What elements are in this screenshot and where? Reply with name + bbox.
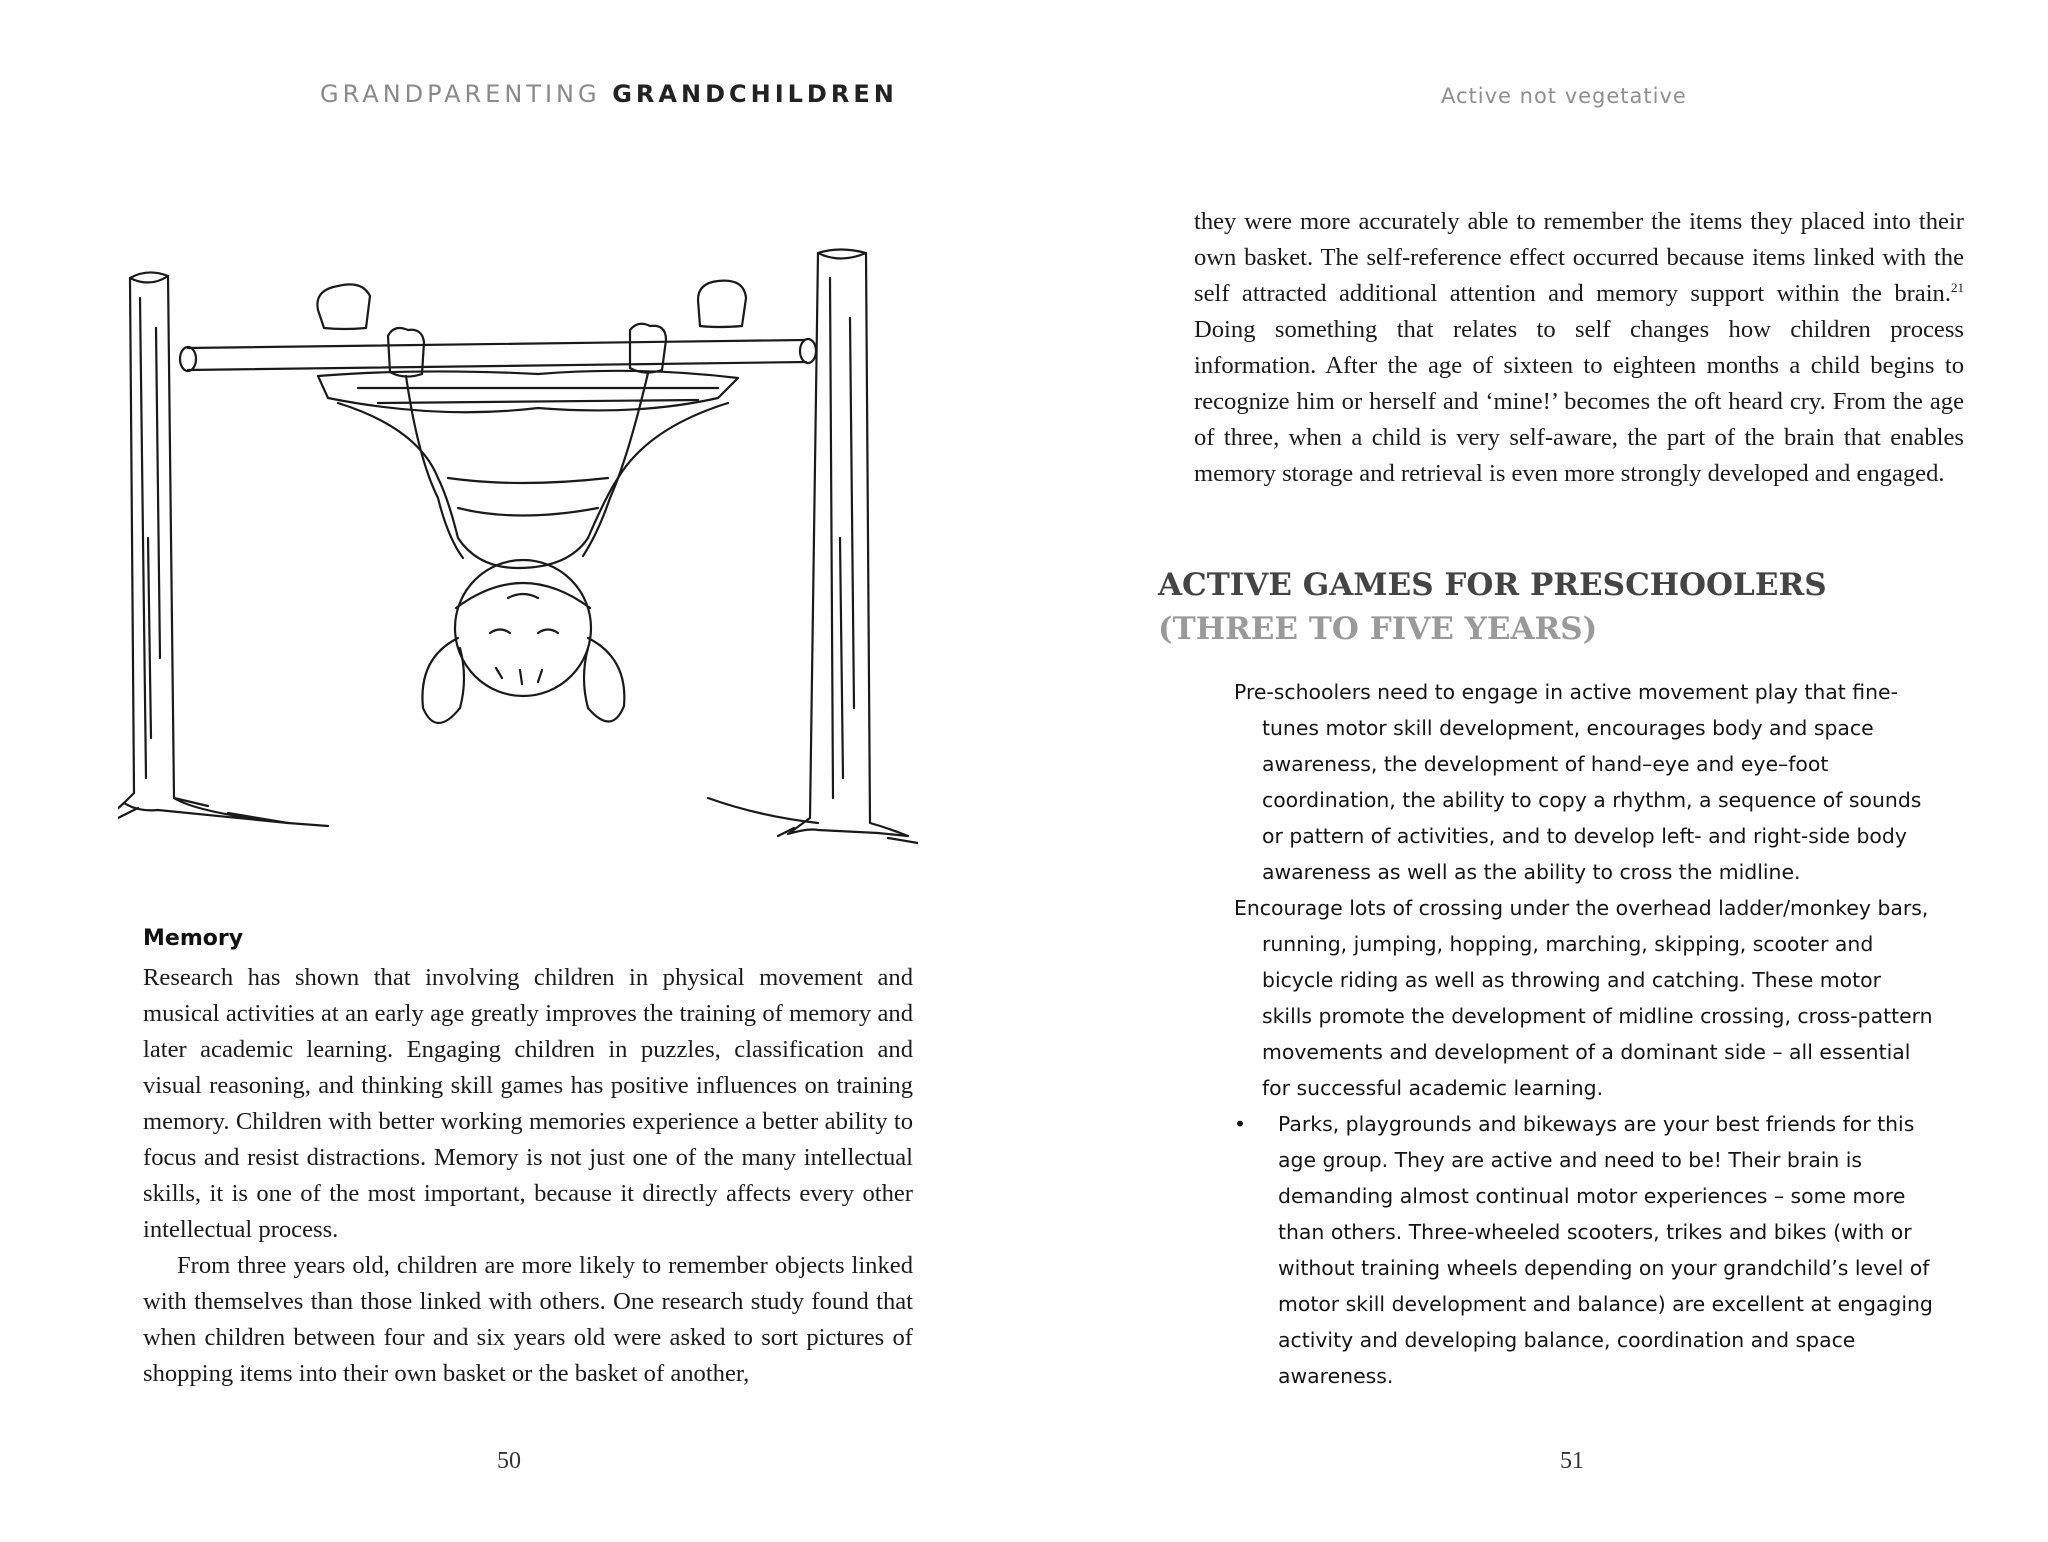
shirt [338, 403, 728, 568]
closed-eye-right [538, 630, 558, 634]
bullet-text: Parks, playgrounds and bikeways are your best friends for this age group. They are active and need to be! Their brain is demanding almost continual motor experiences – some more than others. Three-wheeled scooters, trikes and bikes (with or without training wheels depending on your grandchild’s level of motor skill development and balance) are excellent at engaging activity and developing balance, coordination and space awareness. [1278, 1112, 1933, 1388]
right-shoe [698, 281, 746, 327]
left-hand [388, 328, 424, 377]
activity-list [1234, 674, 1934, 1394]
running-head-light: GRANDPARENTING [320, 80, 601, 108]
section-heading-line-2: (THREE TO FIVE YEARS) [1158, 611, 1598, 647]
mouth [508, 594, 538, 598]
closed-eye-left [490, 630, 510, 634]
child-hanging-upside-down-illustration [118, 238, 918, 888]
list-item: Pre-schoolers need to engage in active movement play that fine-tunes motor skill development, encourages body and space awareness, the development of hand–eye and eye–foot coordination, the ability to copy a rhythm, a sequence of sounds or pattern of activities, and to develop left- and right-side body awareness as well as the ability to cross the midline. [1234, 680, 1922, 884]
book-title-running-head [320, 80, 898, 108]
continued-paragraph [1194, 204, 1964, 492]
hair-top [456, 583, 590, 608]
memory-paragraph-2: From three years old, children are more likely to remember objects linked with themselves than those linked with others. One research study found that when children between four and six years old were asked to sort pictures of shopping items into their own basket or the basket of another, [143, 1252, 913, 1387]
shorts [318, 371, 738, 412]
section-heading-line-1: ACTIVE GAMES FOR PRESCHOOLERS [1158, 567, 1827, 603]
memory-body-text [143, 960, 913, 1392]
page-number-right: 51 [1560, 1448, 1584, 1474]
page-number-left: 50 [497, 1448, 521, 1474]
continued-text-before-note: they were more accurately able to remember the items they placed into their own basket. The self-reference effect occurred because items linked with the self attracted additional attention and memory support within the brain. [1194, 208, 1964, 307]
footnote-reference: 21 [1951, 279, 1964, 295]
running-head-dark: GRANDCHILDREN [612, 80, 898, 108]
memory-paragraph-1: Research has shown that involving children in physical movement and musical activities at an early age greatly improves the training of memory and later academic learning. Engaging children in puzzles, classification and visual reasoning, and thinking skill games has positive influences on training memory. Children with better working memories experience a better ability to focus and resist distractions. Memory is not just one of the many intellectual skills, it is one of the most important, because it directly affects every other intellectual process. [143, 964, 913, 1243]
bullet-list-item [1234, 1106, 1934, 1394]
memory-heading: Memory [143, 926, 244, 951]
right-pigtail [584, 638, 624, 722]
right-wooden-post [788, 250, 908, 837]
right-page [1024, 0, 2048, 1542]
left-shoe [317, 284, 370, 329]
continued-text-after-note: Doing something that relates to self changes how children process information. After the age of sixteen to eighteen months a child begins to recognize him or herself and ‘mine!’ becomes the oft heard cry. From the age of three, when a child is very self-aware, the part of the brain that enables memory storage and retrieval is even more strongly developed and engaged. [1194, 316, 1964, 487]
bullet-icon: • [1234, 1112, 1247, 1136]
head [455, 560, 591, 696]
section-heading [1158, 563, 1827, 651]
left-wooden-post [118, 272, 288, 823]
list-item: Encourage lots of crossing under the overhead ladder/monkey bars, running, jumping, hopping, marching, skipping, scooter and bicycle riding as well as throwing and catching. These motor skills promote the development of midline crossing, cross-pattern movements and development of a dominant side – all essential for successful academic learning. [1234, 896, 1933, 1100]
horizontal-bar [180, 339, 816, 371]
continued-body-text [1194, 204, 1964, 492]
chapter-running-head: Active not vegetative [1441, 84, 1687, 108]
